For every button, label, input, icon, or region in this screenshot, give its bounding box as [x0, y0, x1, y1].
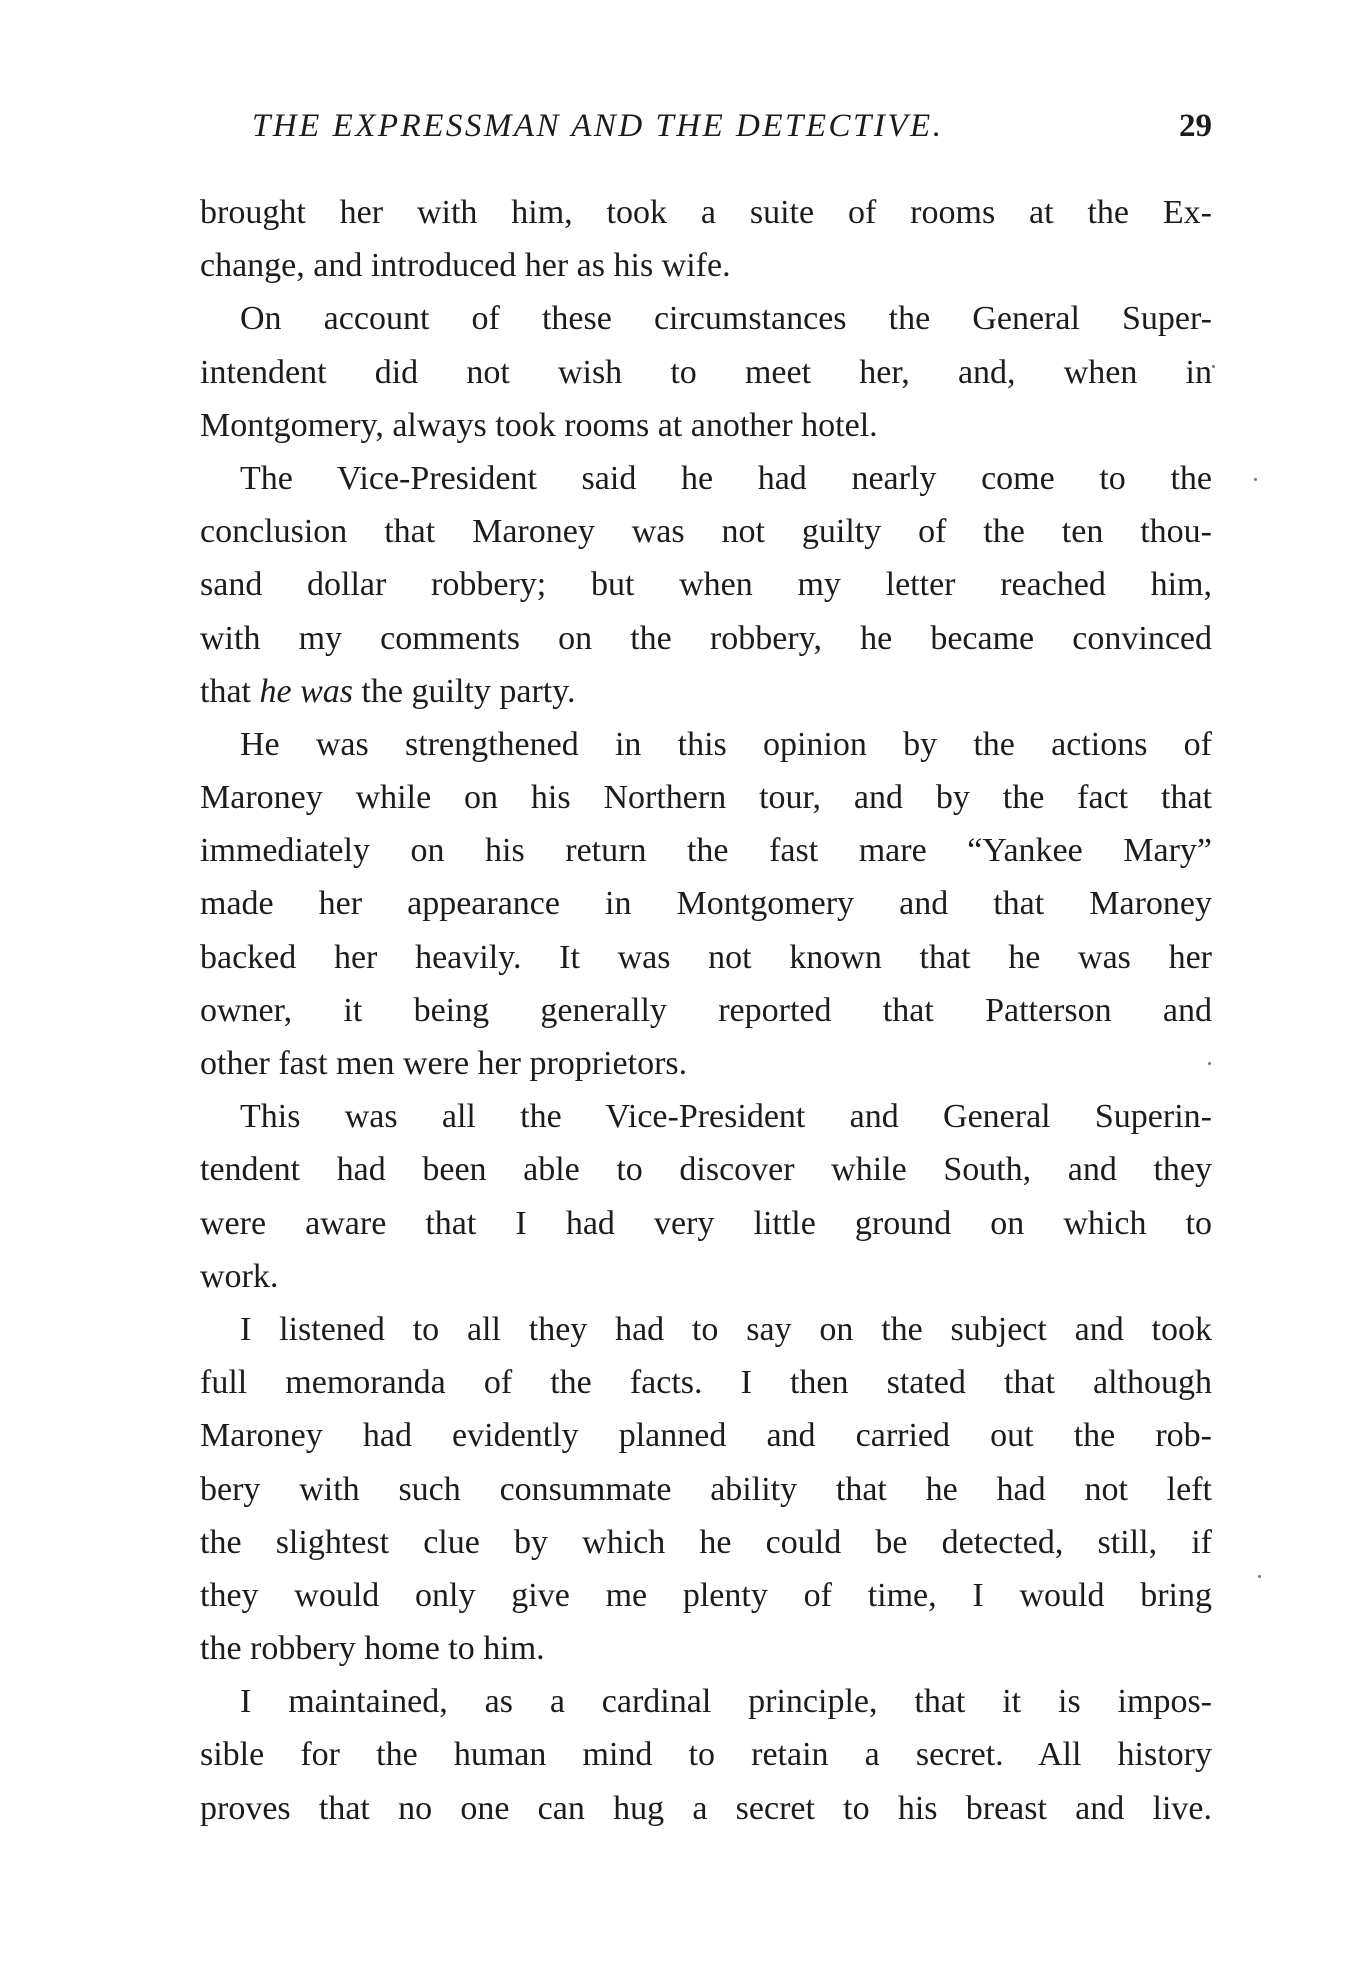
text-line: Montgomery, always took rooms at another hotel. [200, 406, 878, 444]
text-line: I listened to all they had to say on the subject and took [240, 1310, 1212, 1348]
text-line: they would only give me plenty of time, I would bring [200, 1576, 1212, 1614]
text-line: with my comments on the robbery, he became convinced [200, 619, 1212, 657]
paper-speck [1212, 365, 1215, 368]
text-line: made her appearance in Montgomery and that Maroney [200, 885, 1212, 923]
paper-speck [1258, 1575, 1261, 1578]
text-line: immediately on his return the fast mare “Yankee Mary” [200, 832, 1212, 870]
text-line: owner, it being generally reported that Patterson and [200, 991, 1212, 1029]
text-line: Maroney while on his Northern tour, and by the fact that [200, 779, 1212, 817]
text-line: brought her with him, took a suite of rooms at the Ex- [200, 194, 1212, 231]
text-line: the robbery home to him. [200, 1630, 545, 1668]
text-line: He was strengthened in this opinion by the actions of [240, 725, 1212, 763]
line-text: the guilty party. [352, 672, 576, 710]
line-text: that [200, 672, 260, 710]
paper-speck [1254, 478, 1257, 481]
emphasized-phrase: he was [259, 672, 353, 710]
text-line: conclusion that Maroney was not guilty of the ten thou- [200, 513, 1212, 551]
text-line: On account of these circumstances the General Super- [240, 300, 1212, 338]
text-line: other fast men were her proprietors. [200, 1045, 688, 1082]
text-line: sand dollar robbery; but when my letter reached him, [200, 566, 1212, 604]
text-line: bery with such consummate ability that he had not left [200, 1470, 1212, 1508]
running-head [252, 108, 1212, 152]
body-text [200, 186, 1212, 1835]
text-line: This was all the Vice-President and General Superin- [240, 1098, 1212, 1136]
running-title: THE EXPRESSMAN AND THE DETECTIVE. [252, 108, 944, 144]
text-line: backed her heavily. It was not known that he was her [200, 938, 1212, 976]
text-line: tendent had been able to discover while South, and they [200, 1151, 1212, 1189]
text-line: The Vice-President said he had nearly come to the [240, 459, 1212, 497]
text-line: were aware that I had very little ground on which to [200, 1204, 1212, 1242]
text-line: I maintained, as a cardinal principle, that it is impos- [240, 1683, 1212, 1721]
text-line-emphasis [200, 665, 1212, 718]
page-number: 29 [1179, 108, 1212, 144]
text-line: sible for the human mind to retain a secret. All history [200, 1736, 1212, 1774]
text-line: work. [200, 1257, 279, 1295]
paper-speck [1208, 1062, 1211, 1065]
text-line: change, and introduced her as his wife. [200, 247, 731, 285]
text-line: the slightest clue by which he could be detected, still, if [200, 1523, 1212, 1561]
text-line: Maroney had evidently planned and carried out the rob- [200, 1417, 1212, 1455]
text-line: proves that no one can hug a secret to his breast and live. [200, 1789, 1212, 1827]
text-line: intendent did not wish to meet her, and, when in [200, 353, 1212, 391]
text-line: full memoranda of the facts. I then stated that although [200, 1364, 1212, 1402]
